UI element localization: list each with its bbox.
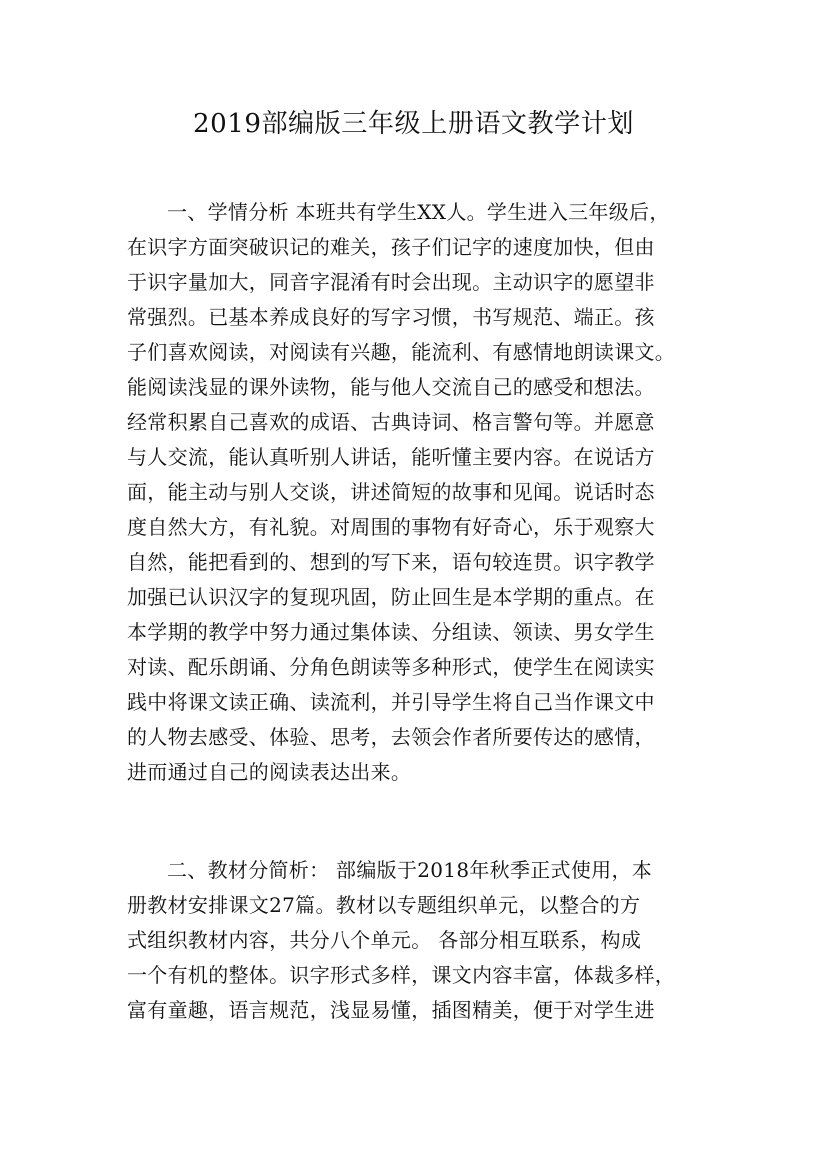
paragraph-1-line-13: 本学期的教学中努力通过集体读、分组读、领读、男女学生 (127, 620, 655, 644)
paragraph-1-line-16: 的人物去感受、体验、思考，去领会作者所要传达的感情， (127, 725, 655, 749)
paragraph-1-line-3: 于识字量加大，同音字混淆有时会出现。主动识字的愿望非 (127, 270, 655, 294)
paragraph-1-line-8: 与人交流，能认真听别人讲话，能听懂主要内容。在说话方 (127, 445, 655, 469)
paragraph-1-line-7: 经常积累自己喜欢的成语、古典诗词、格言警句等。并愿意 (127, 410, 655, 434)
paragraph-1-line-9: 面，能主动与别人交谈，讲述简短的故事和见闻。说话时态 (127, 480, 655, 504)
paragraph-1-line-5: 子们喜欢阅读，对阅读有兴趣，能流利、有感情地朗读课文。 (127, 340, 676, 364)
paragraph-1-line-10: 度自然大方，有礼貌。对周围的事物有好奇心，乐于观察大 (127, 515, 655, 539)
paragraph-2-line-4: 一个有机的整体。识字形式多样，课文内容丰富，体裁多样， (127, 963, 676, 987)
paragraph-2-line-2: 册教材安排课文27篇。教材以专题组织单元，以整合的方 (127, 893, 641, 917)
paragraph-1-line-1: 一、学情分析 本班共有学生XX人。学生进入三年级后， (167, 200, 670, 224)
paragraph-1-line-4: 常强烈。已基本养成良好的写字习惯，书写规范、端正。孩 (127, 305, 655, 329)
document-title: 2019部编版三年级上册语文教学计划 (193, 109, 634, 139)
paragraph-2-line-1: 二、教材分简析： 部编版于2018年秋季正式使用，本 (167, 858, 653, 882)
paragraph-2-line-5: 富有童趣，语言规范，浅显易懂，插图精美，便于对学生进 (127, 998, 655, 1022)
paragraph-1-line-15: 践中将课文读正确、读流利，并引导学生将自己当作课文中 (127, 690, 655, 714)
paragraph-1-line-2: 在识字方面突破识记的难关，孩子们记字的速度加快，但由 (127, 235, 655, 259)
paragraph-1-line-12: 加强已认识汉字的复现巩固，防止回生是本学期的重点。在 (127, 585, 655, 609)
paragraph-2-line-3: 式组织教材内容，共分八个单元。 各部分相互联系，构成 (127, 928, 642, 952)
paragraph-1-line-17: 进而通过自己的阅读表达出来。 (127, 760, 412, 784)
paragraph-1-line-6: 能阅读浅显的课外读物，能与他人交流自己的感受和想法。 (127, 375, 655, 399)
paragraph-1-line-14: 对读、配乐朗诵、分角色朗读等多种形式，使学生在阅读实 (127, 655, 655, 679)
paragraph-1-line-11: 自然，能把看到的、想到的写下来，语句较连贯。识字教学 (127, 550, 655, 574)
